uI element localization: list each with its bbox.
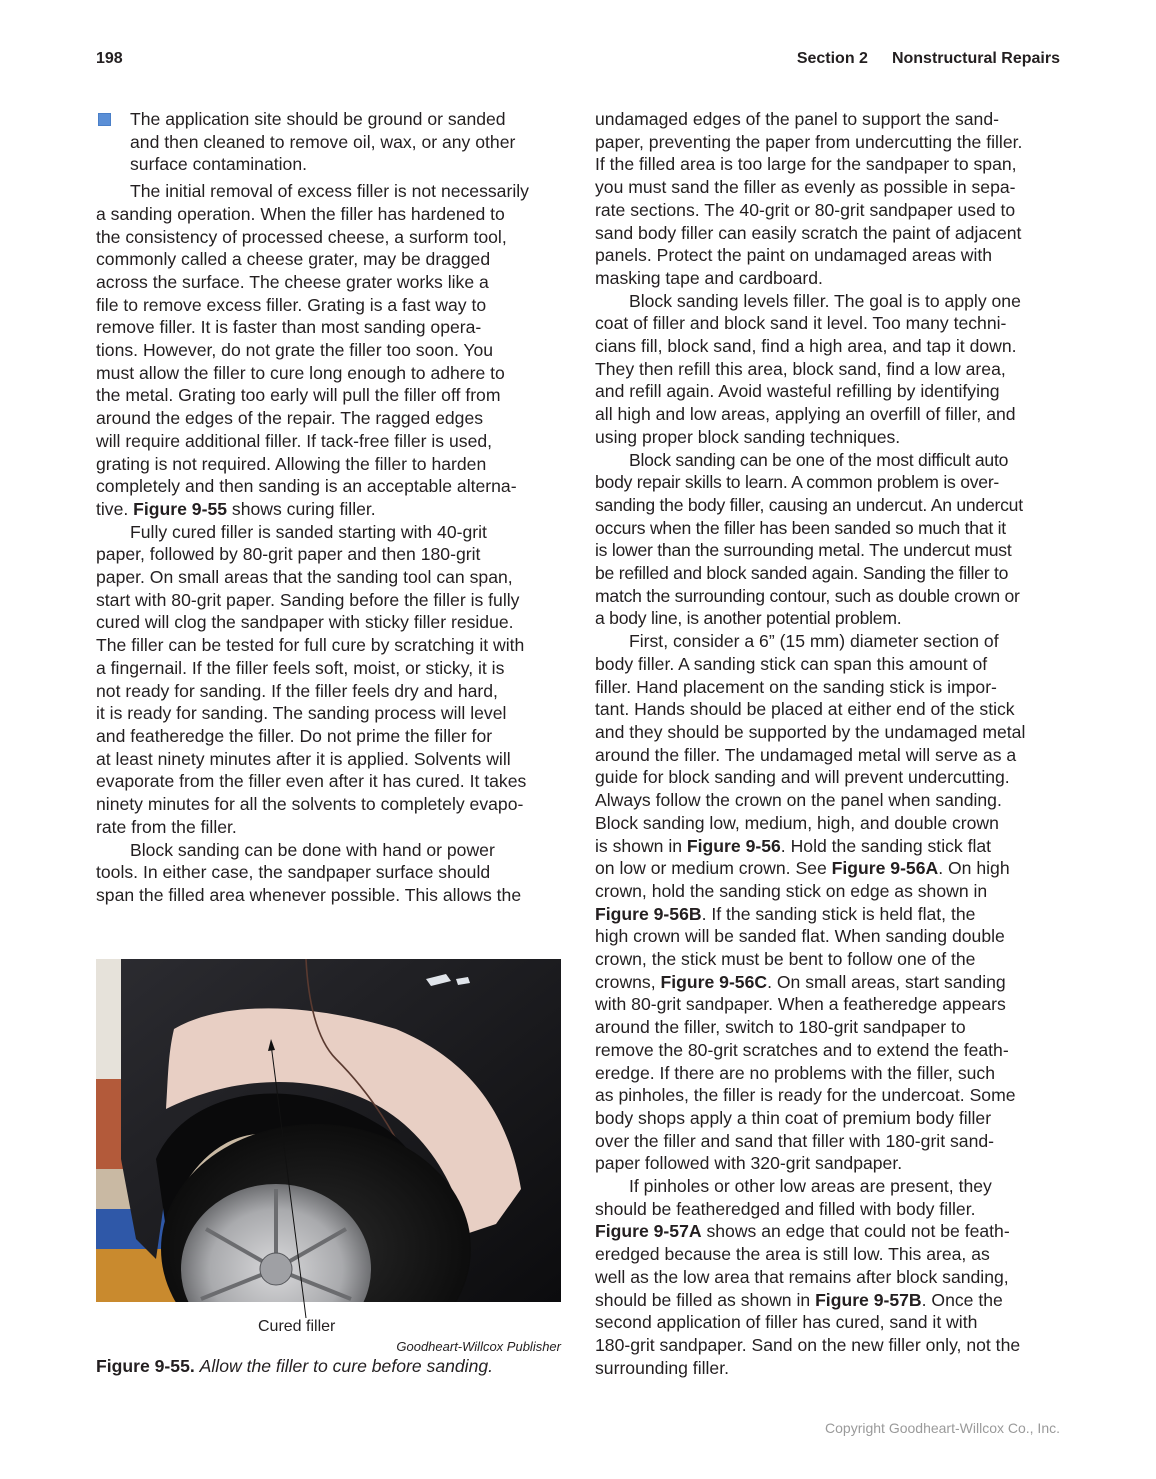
figure-reference-link[interactable]: Figure 9-56A: [831, 858, 939, 879]
text-fragment: . On small areas, start sanding: [767, 971, 1006, 992]
text-line: tools. In either case, the sandpaper surface should: [96, 862, 491, 883]
text-line: paper followed with 320-grit sandpaper.: [595, 1153, 903, 1174]
text-line: Block sanding can be one of the most difficult auto: [629, 449, 1009, 470]
text-line: Always follow the crown on the panel when sanding.: [595, 790, 1002, 811]
text-line: will require additional filler. If tack-free filler is used,: [96, 430, 493, 451]
text-line: remove the 80-grit scratches and to extend the feath-: [595, 1039, 1009, 1060]
text-line: occurs when the filler has been sanded so much that it: [595, 517, 1006, 538]
paragraph-cured-filler: [96, 521, 564, 839]
text-line: a fingernail. If the filler feels soft, moist, or sticky, it is: [96, 657, 505, 678]
running-header: [96, 50, 1060, 72]
text-line: well as the low area that remains after block sanding,: [595, 1266, 1009, 1287]
text-line: 180-grit sandpaper. Sand on the new filler only, not the: [595, 1334, 1021, 1355]
text-line: file to remove excess filler. Grating is a fast way to: [96, 294, 487, 315]
text-line: [595, 903, 1065, 926]
text-line: panels. Protect the paint on undamaged areas with: [595, 245, 993, 266]
text-line: you must sand the filler as evenly as possible in sepa-: [595, 177, 1016, 198]
text-line: around the filler. The undamaged metal will serve as a: [595, 744, 1017, 765]
paragraph-continued: [595, 108, 1065, 290]
text-line: around the filler, switch to 180-grit sandpaper to: [595, 1017, 966, 1038]
text-line: cured will clog the sandpaper with sticky filler residue.: [96, 612, 514, 633]
text-line: at least ninety minutes after it is applied. Solvents will: [96, 748, 511, 769]
text-line: masking tape and cardboard.: [595, 267, 823, 288]
section-label: Section 2: [796, 50, 868, 67]
text-line: rate sections. The 40-grit or 80-grit sandpaper used to: [595, 199, 1016, 220]
text-line: the consistency of processed cheese, a surform tool,: [96, 226, 507, 247]
text-line: If the filled area is too large for the sandpaper to span,: [595, 154, 1017, 175]
text-line: should be featheredged and filled with body filler.: [595, 1198, 976, 1219]
text-line: a sanding operation. When the filler has hardened to: [96, 203, 505, 224]
car-quarter-panel-image: [96, 959, 561, 1302]
cured-filler-photo: [96, 959, 561, 1302]
figure-number: Figure 9-55.: [96, 1356, 195, 1376]
text-line: They then refill this area, block sand, find a low area,: [595, 358, 1006, 379]
text-line: as pinholes, the filler is ready for the undercoat. Some: [595, 1085, 1016, 1106]
text-line: [595, 835, 1065, 858]
text-line: eredge. If there are no problems with the filler, such: [595, 1062, 995, 1083]
text-line: span the filled area whenever possible. This allows the: [96, 884, 522, 905]
paragraph-pinholes: [595, 1175, 1065, 1379]
text-line: The initial removal of excess filler is not necessarily: [130, 181, 529, 202]
text-fragment: . Hold the sanding stick flat: [780, 835, 992, 856]
figure-reference-link[interactable]: Figure 9-57A: [595, 1221, 702, 1242]
text-fragment: on low or medium crown. See: [595, 858, 832, 879]
text-line: body shops apply a thin coat of premium body filler: [595, 1107, 992, 1128]
text-line: body filler. A sanding stick can span this amount of: [595, 653, 988, 674]
text-line: surface contamination.: [130, 154, 308, 175]
text-line: completely and then sanding is an acceptable alterna-: [96, 476, 517, 497]
text-line: remove filler. It is faster than most sanding opera-: [96, 317, 482, 338]
section-heading: [797, 50, 1060, 68]
paragraph-sanding-stick: [595, 630, 1065, 1175]
figure-9-55: [96, 959, 561, 1302]
text-line: [595, 1289, 1065, 1312]
text-line: the metal. Grating too early will pull the filler off from: [96, 385, 501, 406]
text-fragment: should be filled as shown in: [595, 1289, 816, 1310]
text-line: [595, 857, 1065, 880]
text-line: with 80-grit sandpaper. When a featheredge appears: [595, 994, 1006, 1015]
copyright-footer: Copyright Goodheart-Willcox Co., Inc.: [825, 1420, 1060, 1436]
text-line: a body line, is another potential problem.: [595, 608, 902, 629]
text-line: Block sanding levels filler. The goal is to apply one: [629, 290, 1021, 311]
figure-reference-link[interactable]: Figure 9-55: [133, 498, 228, 519]
text-line: and featheredge the filler. Do not prime the filler for: [96, 725, 493, 746]
photo-credit: Goodheart-Willcox Publisher: [396, 1339, 561, 1354]
text-line: eredged because the area is still low. This area, as: [595, 1244, 990, 1265]
text-line: is lower than the surrounding metal. The undercut must: [595, 540, 1012, 561]
right-column: [595, 108, 1065, 1379]
text-line: cians fill, block sand, find a high area, and tap it down.: [595, 336, 1017, 357]
text-line: tant. Hands should be placed at either end of the stick: [595, 699, 1015, 720]
page-number: 198: [96, 50, 123, 67]
text-line: Fully cured filler is sanded starting with 40-grit: [130, 521, 487, 542]
text-line: [595, 971, 1065, 994]
text-line: over the filler and sand that filler with 180-grit sand-: [595, 1130, 994, 1151]
text-line: be refilled and block sanded again. Sanding the filler to: [595, 563, 1009, 584]
text-line: tions. However, do not grate the filler too soon. You: [96, 340, 494, 361]
text-fragment: is shown in: [595, 835, 687, 856]
figure-reference-link[interactable]: Figure 9-56: [686, 835, 781, 856]
text-line: it is ready for sanding. The sanding process will level: [96, 703, 507, 724]
paragraph-grating: [96, 180, 564, 521]
text-line: body repair skills to learn. A common problem is over-: [595, 472, 1000, 493]
text-line: across the surface. The cheese grater works like a: [96, 271, 489, 292]
text-fragment: tive.: [96, 498, 134, 519]
callout-label-cured-filler: Cured filler: [258, 1318, 336, 1335]
text-line: and then cleaned to remove oil, wax, or any other: [130, 131, 516, 152]
text-line: paper, followed by 80-grit paper and then 180-grit: [96, 544, 481, 565]
text-line: Block sanding low, medium, high, and double crown: [595, 812, 999, 833]
text-line: paper. On small areas that the sanding tool can span,: [96, 567, 513, 588]
text-line: sanding the body filler, causing an undercut. An undercut: [595, 494, 1023, 515]
text-line: crown, hold the sanding stick on edge as shown in: [595, 880, 988, 901]
text-line: must allow the filler to cure long enough to adhere to: [96, 362, 505, 383]
text-line: ninety minutes for all the solvents to completely evapo-: [96, 794, 524, 815]
section-title: Nonstructural Repairs: [891, 50, 1060, 67]
text-line: surrounding filler.: [595, 1357, 729, 1378]
square-bullet-icon: [98, 113, 111, 126]
paragraph-block-sanding-intro: [96, 839, 564, 907]
paragraph-block-sanding-levels: [595, 290, 1065, 449]
text-line: crown, the stick must be bent to follow one of the: [595, 949, 976, 970]
text-line: The filler can be tested for full cure by scratching it with: [96, 635, 525, 656]
figure-reference-link[interactable]: Figure 9-56B: [595, 903, 702, 924]
text-line: [96, 498, 564, 521]
text-line: high crown will be sanded flat. When sanding double: [595, 926, 1005, 947]
text-line: second application of filler has cured, sand it with: [595, 1312, 978, 1333]
text-line: The application site should be ground or sanded: [130, 109, 506, 129]
figure-caption: [96, 1356, 493, 1377]
text-line: start with 80-grit paper. Sanding before the filler is fully: [96, 589, 520, 610]
text-fragment: shows an edge that could not be feath-: [701, 1221, 1010, 1242]
text-fragment: . On high: [938, 858, 1010, 879]
bullet-item: [96, 108, 564, 176]
text-fragment: shows curing filler.: [227, 498, 376, 519]
figure-reference-link[interactable]: Figure 9-57B: [815, 1289, 922, 1310]
text-line: First, consider a 6” (15 mm) diameter section of: [629, 631, 999, 652]
figure-reference-link[interactable]: Figure 9-56C: [660, 971, 768, 992]
text-line: around the edges of the repair. The ragged edges: [96, 408, 484, 429]
text-line: If pinholes or other low areas are present, they: [629, 1176, 992, 1197]
text-line: guide for block sanding and will prevent undercutting.: [595, 767, 1010, 788]
text-line: evaporate from the filler even after it has cured. It takes: [96, 771, 527, 792]
text-line: and they should be supported by the undamaged metal: [595, 721, 1026, 742]
text-line: commonly called a cheese grater, may be dragged: [96, 249, 491, 270]
text-line: match the surrounding contour, such as double crown or: [595, 585, 1020, 606]
text-line: all high and low areas, applying an overfill of filler, and: [595, 404, 1016, 425]
paragraph-undercut: [595, 449, 1065, 631]
text-fragment: . If the sanding stick is held flat, the: [701, 903, 976, 924]
text-line: and refill again. Avoid wasteful refilling by identifying: [595, 381, 1000, 402]
text-line: sand body filler can easily scratch the paint of adjacent: [595, 222, 1022, 243]
text-line: using proper block sanding techniques.: [595, 426, 901, 447]
text-line: undamaged edges of the panel to support the sand-: [595, 109, 999, 129]
text-line: grating is not required. Allowing the filler to harden: [96, 453, 487, 474]
text-line: paper, preventing the paper from undercutting the filler.: [595, 131, 1023, 152]
text-line: filler. Hand placement on the sanding stick is impor-: [595, 676, 997, 697]
text-fragment: crowns,: [595, 971, 661, 992]
text-line: rate from the filler.: [96, 816, 237, 837]
left-column: [96, 108, 564, 907]
text-line: Block sanding can be done with hand or power: [130, 839, 495, 860]
figure-caption-text: Allow the filler to cure before sanding.: [199, 1356, 494, 1376]
text-line: not ready for sanding. If the filler feels dry and hard,: [96, 680, 498, 701]
text-fragment: . Once the: [921, 1289, 1003, 1310]
text-line: coat of filler and block sand it level. Too many techni-: [595, 313, 1007, 334]
text-line: [595, 1220, 1065, 1243]
